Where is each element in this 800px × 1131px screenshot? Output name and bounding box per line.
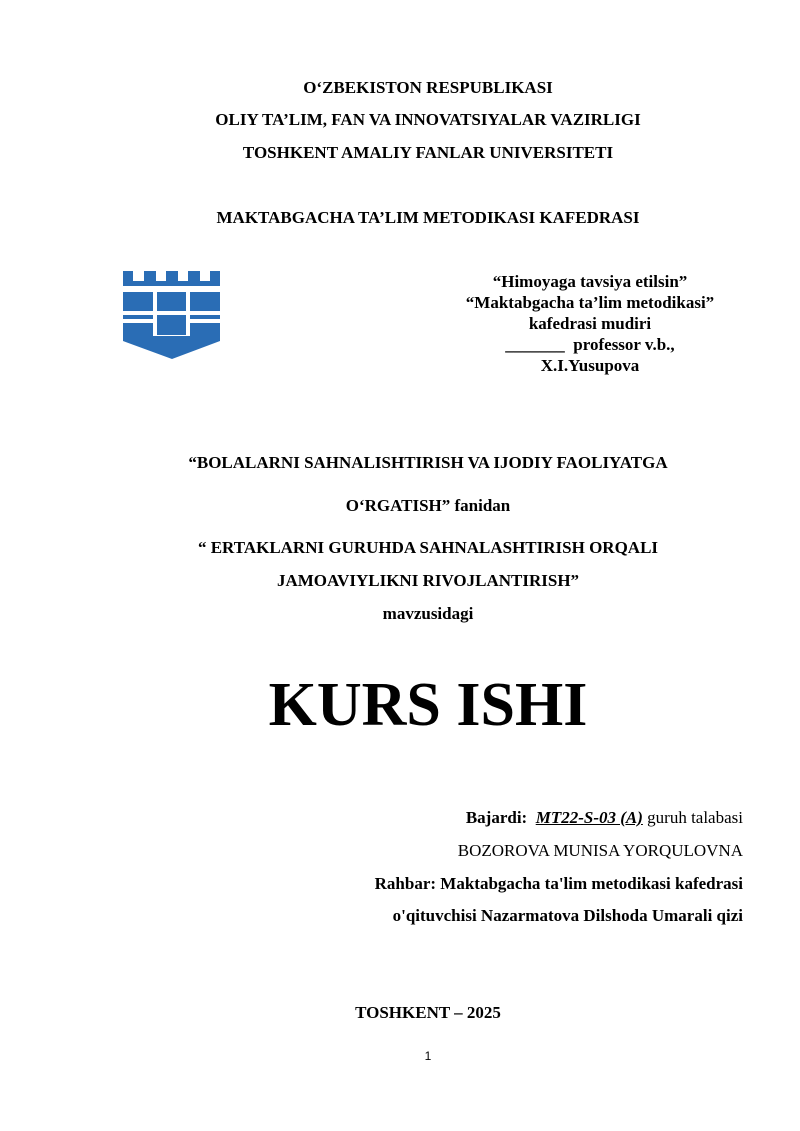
topic-line-1: “ ERTAKLARNI GURUHDA SAHNALASHTIRISH ORQALI xyxy=(197,538,659,557)
university-logo-icon xyxy=(122,270,222,362)
approval-name: X.I.Yusupova xyxy=(540,356,640,375)
page-number: 1 xyxy=(424,1049,432,1063)
supervisor-line-1: Rahbar: Maktabgacha ta'lim metodikasi kafedrasi xyxy=(374,874,743,893)
approval-line-3: kafedrasi mudiri xyxy=(528,314,652,333)
topic-line-2: JAMOAVIYLIKNI RIVOJLANTIRISH” xyxy=(276,571,580,590)
ministry-country: O‘ZBEKISTON RESPUBLIKASI xyxy=(303,78,553,97)
university-name: TOSHKENT AMALIY FANLAR UNIVERSITETI xyxy=(242,143,614,162)
group-suffix: guruh talabasi xyxy=(647,808,743,827)
department-name: MAKTABGACHA TA’LIM METODIKASI KAFEDRASI xyxy=(216,208,640,227)
signature-blank: _______ xyxy=(505,335,565,354)
supervisor-line-2: o'qituvchisi Nazarmatova Dilshoda Umarali qizi xyxy=(392,906,743,925)
author-label: Bajardi: xyxy=(465,808,528,827)
group-code: MT22-S-03 (A) xyxy=(535,808,643,827)
subject-line-2-rest: fanidan xyxy=(454,496,511,515)
subject-line-2-bold: O‘RGATISH” xyxy=(345,496,455,515)
city-year: TOSHKENT – 2025 xyxy=(355,1003,501,1022)
approval-title: professor v.b., xyxy=(573,335,675,354)
author-name: BOZOROVA MUNISA YORQULOVNA xyxy=(457,841,743,860)
approval-line-1: “Himoyaga tavsiya etilsin” xyxy=(492,272,688,291)
ministry-name: OLIY TA’LIM, FAN VA INNOVATSIYALAR VAZIRLIGI xyxy=(215,110,641,129)
approval-line-4 xyxy=(440,334,740,355)
author-line xyxy=(466,808,743,828)
subject-line-2 xyxy=(0,496,800,516)
document-title: KURS ISHI xyxy=(268,671,588,739)
topic-suffix: mavzusidagi xyxy=(382,604,474,623)
approval-block xyxy=(440,271,740,376)
approval-line-2: “Maktabgacha ta’lim metodikasi” xyxy=(465,293,715,312)
subject-line-1: “BOLALARNI SAHNALISHTIRISH VA IJODIY FAOLIYATGA xyxy=(188,453,668,472)
